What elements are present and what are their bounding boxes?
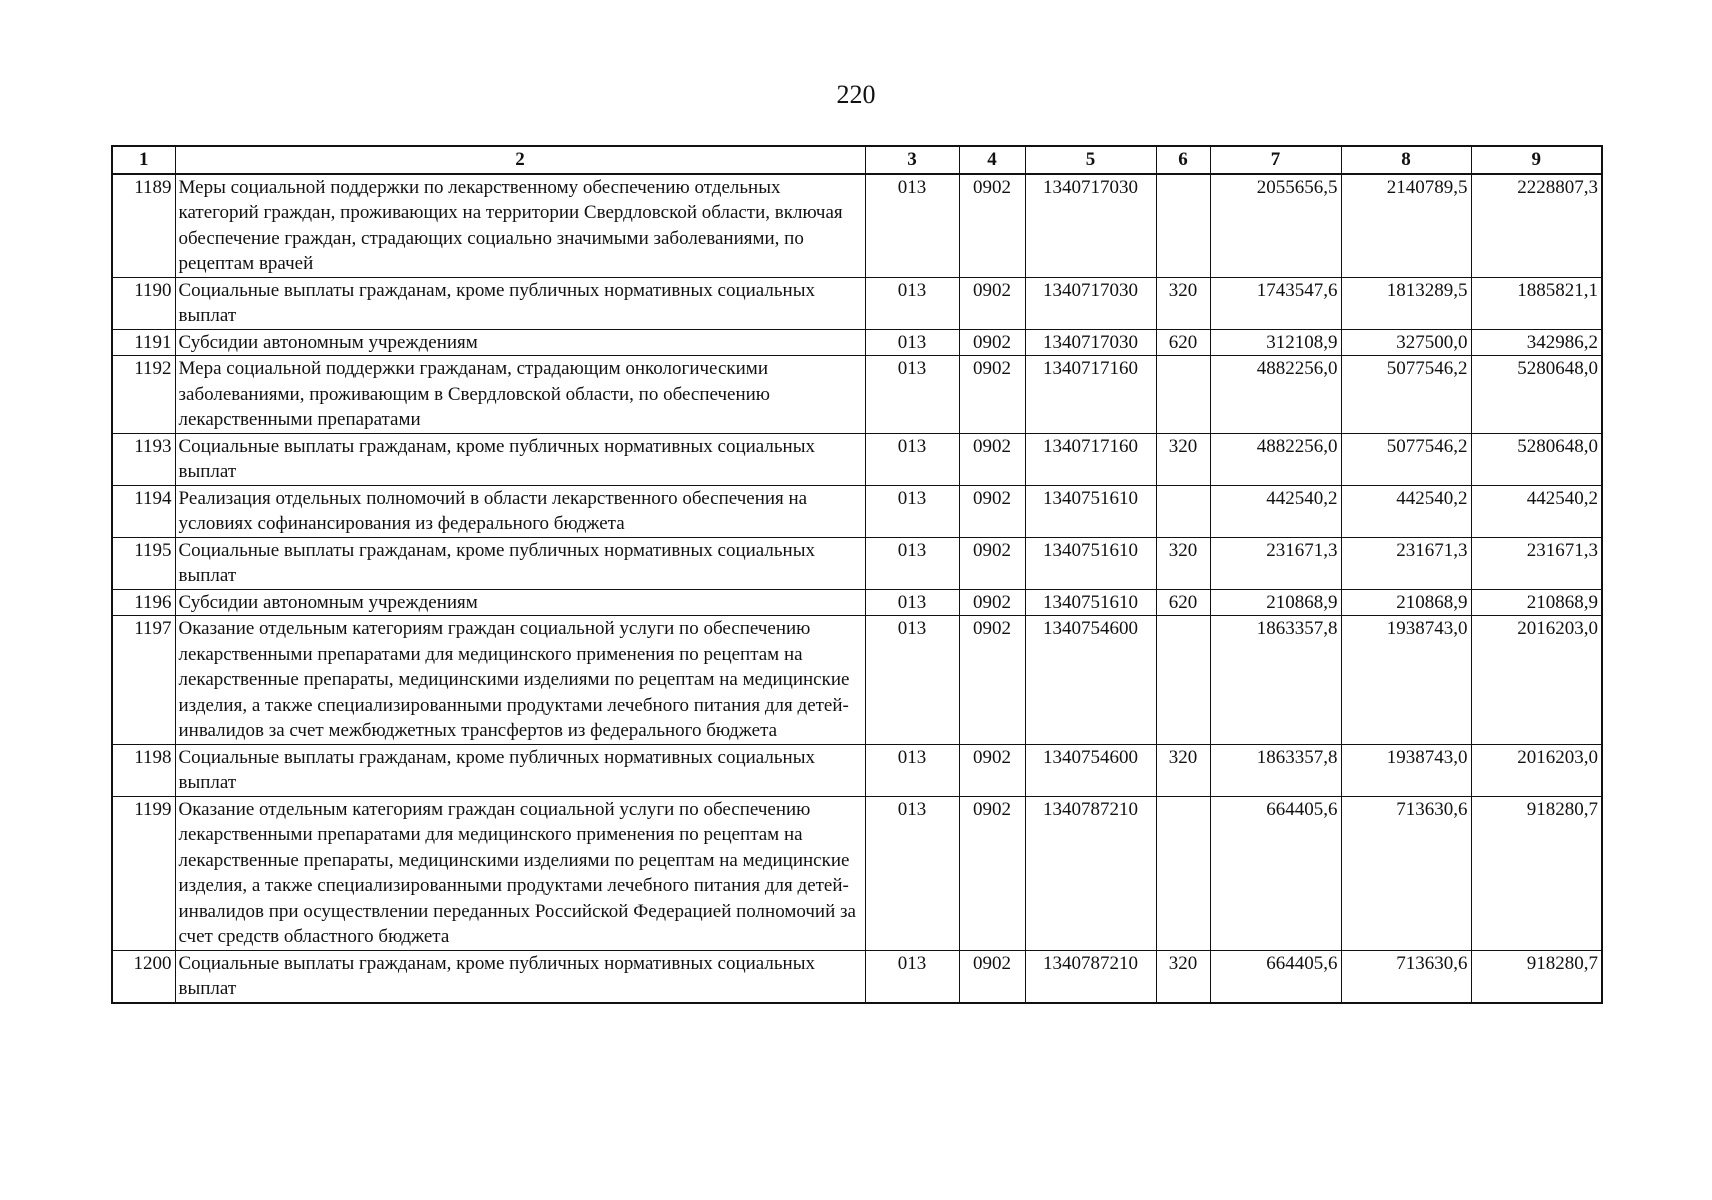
row-col5: 1340717030 xyxy=(1025,277,1156,329)
row-col7: 210868,9 xyxy=(1210,589,1341,616)
row-number: 1192 xyxy=(112,356,175,434)
table-row xyxy=(112,433,1602,485)
col-header-7: 7 xyxy=(1210,146,1341,174)
col-header-4: 4 xyxy=(959,146,1025,174)
row-number: 1193 xyxy=(112,433,175,485)
row-col9: 2228807,3 xyxy=(1471,174,1602,278)
row-col6 xyxy=(1156,616,1210,745)
row-col6 xyxy=(1156,485,1210,537)
row-col5: 1340717030 xyxy=(1025,329,1156,356)
row-col9: 5280648,0 xyxy=(1471,356,1602,434)
row-col3: 013 xyxy=(865,589,959,616)
row-col9: 231671,3 xyxy=(1471,537,1602,589)
row-name: Оказание отдельным категориям граждан социальной услуги по обеспечению лекарственными препаратами для медицинского применения по рецептам на лекарственные препараты, медицинскими изделиями по рецептам на медицинские изделия, а также специализированными продуктами лечебного питания для детей-инвалидов при осуществлении переданных Российской Федерацией полномочий за счет средств областного бюджета xyxy=(175,796,865,950)
row-col6 xyxy=(1156,174,1210,278)
row-col3: 013 xyxy=(865,433,959,485)
row-number: 1196 xyxy=(112,589,175,616)
row-col4: 0902 xyxy=(959,174,1025,278)
table-row xyxy=(112,277,1602,329)
row-col9: 442540,2 xyxy=(1471,485,1602,537)
row-col4: 0902 xyxy=(959,744,1025,796)
row-col6 xyxy=(1156,796,1210,950)
row-name: Субсидии автономным учреждениям xyxy=(175,329,865,356)
row-col3: 013 xyxy=(865,277,959,329)
row-col3: 013 xyxy=(865,174,959,278)
table-row xyxy=(112,537,1602,589)
row-col4: 0902 xyxy=(959,589,1025,616)
row-col7: 312108,9 xyxy=(1210,329,1341,356)
row-col5: 1340787210 xyxy=(1025,950,1156,1003)
row-col5: 1340751610 xyxy=(1025,589,1156,616)
row-col9: 1885821,1 xyxy=(1471,277,1602,329)
row-name: Социальные выплаты гражданам, кроме публичных нормативных социальных выплат xyxy=(175,950,865,1003)
col-header-1: 1 xyxy=(112,146,175,174)
row-col5: 1340754600 xyxy=(1025,616,1156,745)
row-col6: 320 xyxy=(1156,537,1210,589)
row-col9: 342986,2 xyxy=(1471,329,1602,356)
row-number: 1198 xyxy=(112,744,175,796)
row-col8: 713630,6 xyxy=(1341,950,1471,1003)
row-col5: 1340787210 xyxy=(1025,796,1156,950)
row-number: 1195 xyxy=(112,537,175,589)
row-col8: 713630,6 xyxy=(1341,796,1471,950)
row-number: 1190 xyxy=(112,277,175,329)
row-col4: 0902 xyxy=(959,277,1025,329)
table-row xyxy=(112,744,1602,796)
row-name: Субсидии автономным учреждениям xyxy=(175,589,865,616)
row-col4: 0902 xyxy=(959,796,1025,950)
row-col6: 320 xyxy=(1156,277,1210,329)
row-col8: 5077546,2 xyxy=(1341,433,1471,485)
row-col4: 0902 xyxy=(959,433,1025,485)
row-col8: 1813289,5 xyxy=(1341,277,1471,329)
row-col3: 013 xyxy=(865,356,959,434)
row-col4: 0902 xyxy=(959,485,1025,537)
row-col3: 013 xyxy=(865,537,959,589)
row-col7: 1743547,6 xyxy=(1210,277,1341,329)
row-col4: 0902 xyxy=(959,616,1025,745)
row-col4: 0902 xyxy=(959,950,1025,1003)
table-row xyxy=(112,356,1602,434)
row-col9: 2016203,0 xyxy=(1471,616,1602,745)
table-row xyxy=(112,950,1602,1003)
row-col7: 664405,6 xyxy=(1210,796,1341,950)
row-col9: 2016203,0 xyxy=(1471,744,1602,796)
row-col5: 1340754600 xyxy=(1025,744,1156,796)
row-name: Реализация отдельных полномочий в области лекарственного обеспечения на условиях софинансирования из федерального бюджета xyxy=(175,485,865,537)
table-row xyxy=(112,485,1602,537)
table-row xyxy=(112,329,1602,356)
row-col6: 620 xyxy=(1156,589,1210,616)
row-col4: 0902 xyxy=(959,537,1025,589)
page-number: 220 xyxy=(836,80,876,109)
row-col5: 1340717160 xyxy=(1025,356,1156,434)
row-col8: 5077546,2 xyxy=(1341,356,1471,434)
row-col5: 1340751610 xyxy=(1025,537,1156,589)
row-col7: 1863357,8 xyxy=(1210,616,1341,745)
row-col8: 1938743,0 xyxy=(1341,616,1471,745)
row-name: Социальные выплаты гражданам, кроме публичных нормативных социальных выплат xyxy=(175,537,865,589)
row-col7: 442540,2 xyxy=(1210,485,1341,537)
header-row xyxy=(112,146,1602,174)
row-number: 1197 xyxy=(112,616,175,745)
row-col9: 5280648,0 xyxy=(1471,433,1602,485)
row-col6: 320 xyxy=(1156,950,1210,1003)
row-name: Меры социальной поддержки по лекарственному обеспечению отдельных категорий граждан, проживающих на территории Свердловской области, включая обеспечение граждан, страдающих социально значимыми заболеваниями, по рецептам врачей xyxy=(175,174,865,278)
row-col8: 442540,2 xyxy=(1341,485,1471,537)
row-col3: 013 xyxy=(865,950,959,1003)
col-header-5: 5 xyxy=(1025,146,1156,174)
table-row xyxy=(112,589,1602,616)
row-col7: 664405,6 xyxy=(1210,950,1341,1003)
row-col7: 2055656,5 xyxy=(1210,174,1341,278)
row-col8: 2140789,5 xyxy=(1341,174,1471,278)
row-col7: 1863357,8 xyxy=(1210,744,1341,796)
row-number: 1194 xyxy=(112,485,175,537)
col-header-6: 6 xyxy=(1156,146,1210,174)
row-number: 1200 xyxy=(112,950,175,1003)
table-row xyxy=(112,616,1602,745)
row-col5: 1340717030 xyxy=(1025,174,1156,278)
row-number: 1199 xyxy=(112,796,175,950)
row-col3: 013 xyxy=(865,796,959,950)
row-name: Оказание отдельным категориям граждан социальной услуги по обеспечению лекарственными препаратами для медицинского применения по рецептам на лекарственные препараты, медицинскими изделиями по рецептам на медицинские изделия, а также специализированными продуктами лечебного питания для детей-инвалидов за счет межбюджетных трансфертов из федерального бюджета xyxy=(175,616,865,745)
row-col6: 320 xyxy=(1156,433,1210,485)
row-col8: 1938743,0 xyxy=(1341,744,1471,796)
row-col9: 918280,7 xyxy=(1471,796,1602,950)
table-row xyxy=(112,796,1602,950)
row-col4: 0902 xyxy=(959,329,1025,356)
row-col6 xyxy=(1156,356,1210,434)
row-name: Социальные выплаты гражданам, кроме публичных нормативных социальных выплат xyxy=(175,744,865,796)
row-col3: 013 xyxy=(865,329,959,356)
row-col3: 013 xyxy=(865,744,959,796)
table-row xyxy=(112,174,1602,278)
col-header-8: 8 xyxy=(1341,146,1471,174)
row-col9: 918280,7 xyxy=(1471,950,1602,1003)
row-col5: 1340751610 xyxy=(1025,485,1156,537)
row-col4: 0902 xyxy=(959,356,1025,434)
row-col8: 327500,0 xyxy=(1341,329,1471,356)
row-col6: 620 xyxy=(1156,329,1210,356)
row-col7: 231671,3 xyxy=(1210,537,1341,589)
row-col3: 013 xyxy=(865,616,959,745)
row-name: Мера социальной поддержки гражданам, страдающим онкологическими заболеваниями, проживающим в Свердловской области, по обеспечению лекарственными препаратами xyxy=(175,356,865,434)
row-col6: 320 xyxy=(1156,744,1210,796)
row-col7: 4882256,0 xyxy=(1210,433,1341,485)
row-col8: 231671,3 xyxy=(1341,537,1471,589)
row-name: Социальные выплаты гражданам, кроме публичных нормативных социальных выплат xyxy=(175,277,865,329)
budget-table xyxy=(111,145,1603,1004)
col-header-2: 2 xyxy=(175,146,865,174)
row-number: 1189 xyxy=(112,174,175,278)
col-header-3: 3 xyxy=(865,146,959,174)
row-col7: 4882256,0 xyxy=(1210,356,1341,434)
row-col3: 013 xyxy=(865,485,959,537)
row-col8: 210868,9 xyxy=(1341,589,1471,616)
row-name: Социальные выплаты гражданам, кроме публичных нормативных социальных выплат xyxy=(175,433,865,485)
row-col5: 1340717160 xyxy=(1025,433,1156,485)
col-header-9: 9 xyxy=(1471,146,1602,174)
row-col9: 210868,9 xyxy=(1471,589,1602,616)
row-number: 1191 xyxy=(112,329,175,356)
